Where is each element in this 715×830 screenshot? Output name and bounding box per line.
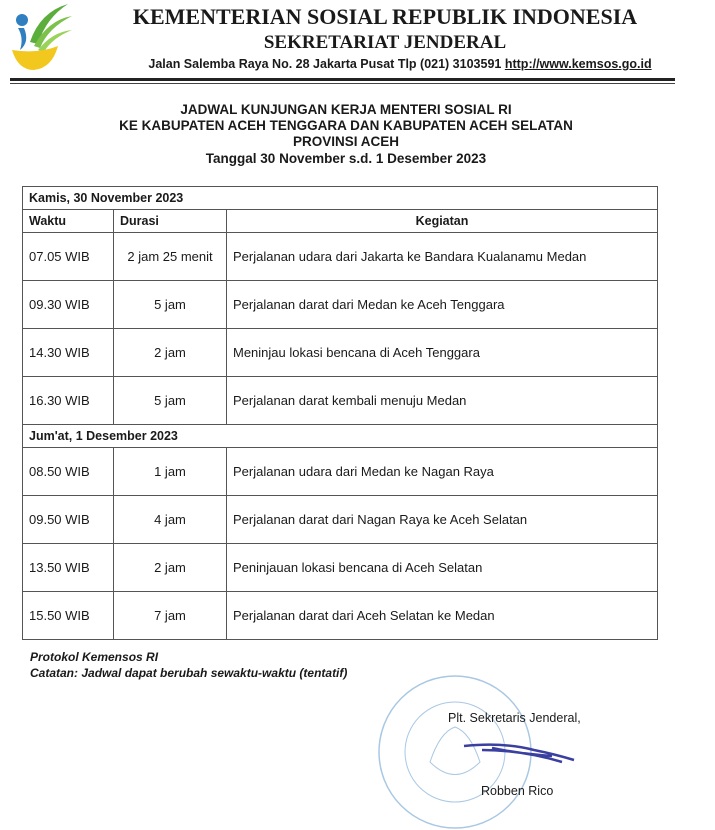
- title-line-1: JADWAL KUNJUNGAN KERJA MENTERI SOSIAL RI: [180, 102, 512, 117]
- cell-kegiatan: Perjalanan udara dari Medan ke Nagan Raya: [227, 448, 658, 496]
- cell-kegiatan: Meninjau lokasi bencana di Aceh Tenggara: [227, 329, 658, 377]
- cell-waktu: 14.30 WIB: [23, 329, 114, 377]
- cell-durasi: 2 jam: [114, 329, 227, 377]
- table-row: [23, 496, 658, 544]
- cell-durasi: 2 jam: [114, 544, 227, 592]
- header-rule-thin: [10, 83, 675, 84]
- cell-durasi: 5 jam: [114, 281, 227, 329]
- cell-kegiatan: Perjalanan udara dari Jakarta ke Bandara Kualanamu Medan: [227, 233, 658, 281]
- cell-kegiatan: Peninjauan lokasi bencana di Aceh Selatan: [227, 544, 658, 592]
- kemensos-logo: [8, 2, 78, 77]
- column-header-row: [23, 210, 658, 233]
- cell-waktu: 13.50 WIB: [23, 544, 114, 592]
- org-name: KEMENTERIAN SOSIAL REPUBLIK INDONESIA: [132, 4, 638, 29]
- signatory-name: Robben Rico: [481, 784, 554, 798]
- cell-durasi: 7 jam: [114, 592, 227, 640]
- cell-kegiatan: Perjalanan darat dari Nagan Raya ke Aceh Selatan: [227, 496, 658, 544]
- note-protocol: Protokol Kemensos RI: [30, 650, 159, 664]
- cell-kegiatan: Perjalanan darat kembali menuju Medan: [227, 377, 658, 425]
- note-disclaimer: Catatan: Jadwal dapat berubah sewaktu-waktu (tentatif): [30, 666, 348, 680]
- table-row: [23, 377, 658, 425]
- signatory-position: Plt. Sekretaris Jenderal,: [448, 711, 581, 725]
- cell-waktu: 09.30 WIB: [23, 281, 114, 329]
- cell-waktu: 09.50 WIB: [23, 496, 114, 544]
- cell-waktu: 15.50 WIB: [23, 592, 114, 640]
- cell-durasi: 4 jam: [114, 496, 227, 544]
- cell-durasi: 1 jam: [114, 448, 227, 496]
- address: [100, 56, 700, 72]
- title-line-2: KE KABUPATEN ACEH TENGGARA DAN KABUPATEN ACEH SELATAN: [119, 118, 573, 133]
- table-row: [23, 448, 658, 496]
- header-rule: [10, 78, 675, 81]
- cell-kegiatan: Perjalanan darat dari Aceh Selatan ke Medan: [227, 592, 658, 640]
- cell-waktu: 08.50 WIB: [23, 448, 114, 496]
- day-header-row: [23, 425, 658, 448]
- table-row: [23, 233, 658, 281]
- col-kegiatan: Kegiatan: [227, 210, 658, 233]
- website-link[interactable]: http://www.kemsos.go.id: [504, 57, 652, 71]
- handwritten-signature: [462, 738, 582, 768]
- day-label: Jum'at, 1 Desember 2023: [23, 425, 658, 448]
- cell-kegiatan: Perjalanan darat dari Medan ke Aceh Tenggara: [227, 281, 658, 329]
- table-row: [23, 592, 658, 640]
- title-line-3: PROVINSI ACEH: [292, 134, 400, 149]
- table-row: [23, 544, 658, 592]
- cell-durasi: 5 jam: [114, 377, 227, 425]
- col-waktu: Waktu: [23, 210, 114, 233]
- title-line-4: Tanggal 30 November s.d. 1 Desember 2023: [205, 151, 487, 166]
- address-text: Jalan Salemba Raya No. 28 Jakarta Pusat Tlp (021) 3103591: [148, 57, 502, 71]
- day-header-row: [23, 187, 658, 210]
- schedule-table: [22, 186, 658, 640]
- cell-waktu: 16.30 WIB: [23, 377, 114, 425]
- col-durasi: Durasi: [114, 210, 227, 233]
- unit-name: SEKRETARIAT JENDERAL: [263, 32, 507, 53]
- table-row: [23, 281, 658, 329]
- cell-durasi: 2 jam 25 menit: [114, 233, 227, 281]
- day-label: Kamis, 30 November 2023: [23, 187, 658, 210]
- cell-waktu: 07.05 WIB: [23, 233, 114, 281]
- table-row: [23, 329, 658, 377]
